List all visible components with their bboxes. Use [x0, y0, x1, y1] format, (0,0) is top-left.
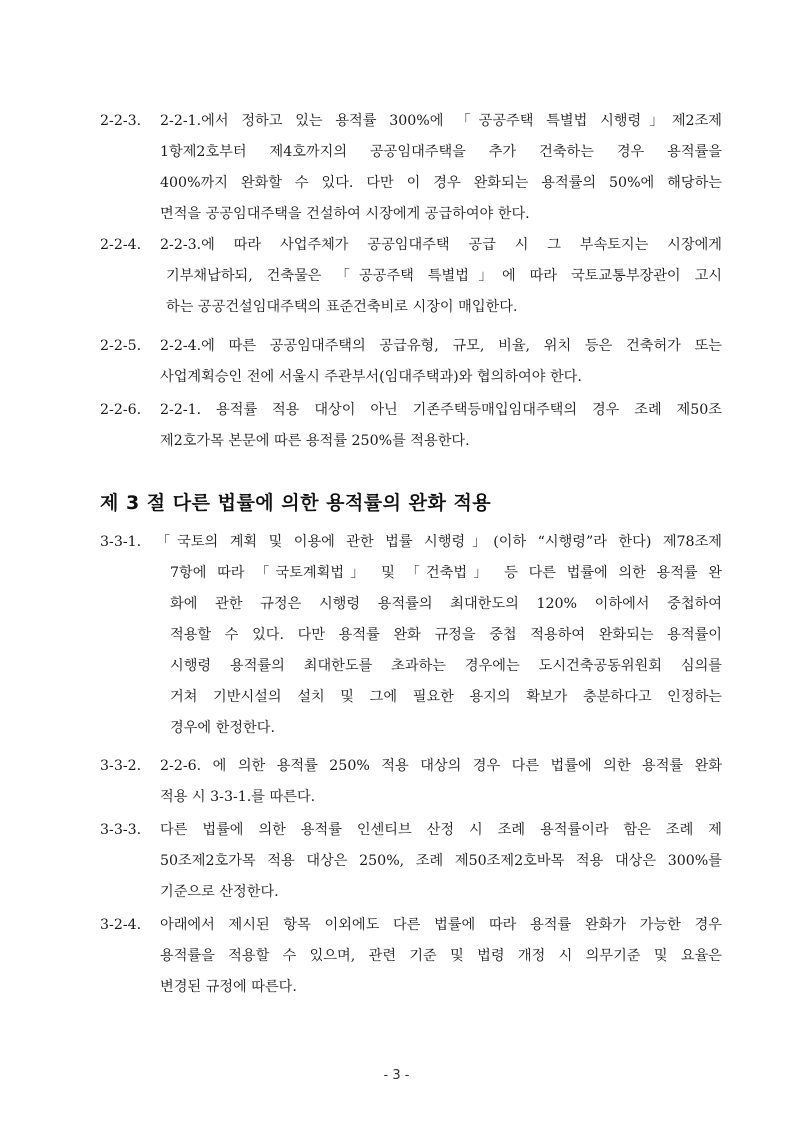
clause-number: 3-3-1.: [100, 534, 142, 550]
clause-number: 2-2-3.: [100, 113, 142, 129]
clause-line: 아래에서 제시된 항목 이외에도 다른 법률에 따라 용적률 완화가 가능한 경우: [160, 917, 722, 933]
clause-number: 3-3-3.: [100, 822, 142, 838]
clause-line: 2-2-3.에 따라 사업주체가 공공임대주택 공급 시 그 부속토지는 시장에게: [160, 237, 722, 253]
clause-number: 2-2-5.: [100, 338, 142, 354]
clause-line: 변경된 규정에 따른다.: [160, 979, 297, 995]
clause-line: 기부채납하되, 건축물은 「공공주택 특별법」에 따라 국토교통부장관이 고시: [166, 268, 722, 284]
clause-line: 1항제2호부터 제4호까지의 공공임대주택을 추가 건축하는 경우 용적률을: [160, 144, 722, 160]
clause-line: 제2호가목 본문에 따른 용적률 250%를 적용한다.: [160, 433, 470, 449]
clause-line: 면적을 공공임대주택을 건설하여 시장에게 공급하여야 한다.: [160, 206, 530, 222]
clause-line: 「국토의 계획 및 이용에 관한 법률 시행령」(이하 “시행령”라 한다) 제78조제: [156, 534, 722, 550]
clause-line: 경우에 한정한다.: [170, 720, 275, 736]
clause-line: 2-2-1. 용적률 적용 대상이 아닌 기존주택등매입임대주택의 경우 조례 제50조: [160, 402, 722, 418]
page-number: - 3 -: [383, 1068, 410, 1083]
section-heading: 제 3 절 다른 법률에 의한 용적률의 완화 적용: [100, 492, 492, 514]
clause-number: 2-2-4.: [100, 237, 142, 253]
clause-line: 화에 관한 규정은 시행령 용적률의 최대한도의 120% 이하에서 중첩하여: [170, 596, 722, 612]
clause-line: 용적률을 적용할 수 있으며, 관련 기준 및 법령 개정 시 의무기준 및 요율은: [160, 948, 722, 964]
clause-line: 2-2-4.에 따른 공공임대주택의 공급유형, 규모, 비율, 위치 등은 건축허가 또는: [160, 338, 722, 354]
clause-number: 2-2-6.: [100, 402, 142, 418]
clause-line: 사업계획승인 전에 서울시 주관부서(임대주택과)와 협의하여야 한다.: [160, 369, 582, 385]
clause-line: 기준으로 산정한다.: [160, 884, 279, 900]
clause-line: 적용할 수 있다. 다만 용적률 완화 규정을 중첩 적용하여 완화되는 용적률이: [170, 627, 722, 643]
clause-number: 3-2-4.: [100, 917, 142, 933]
clause-line: 2-2-1.에서 정하고 있는 용적률 300%에 「공공주택 특별법 시행령」제2조제: [160, 113, 722, 129]
clause-line: 50조제2호가목 적용 대상은 250%, 조례 제50조제2호바목 적용 대상은 300%를: [160, 853, 722, 869]
clause-number: 3-3-2.: [100, 758, 142, 774]
clause-line: 2-2-6. 에 의한 용적률 250% 적용 대상의 경우 다른 법률에 의한 용적률 완화: [160, 758, 722, 774]
clause-line: 시행령 용적률의 최대한도를 초과하는 경우에는 도시건축공동위원회 심의를: [170, 658, 722, 674]
clause-line: 적용 시 3-3-1.를 따른다.: [160, 789, 316, 805]
clause-line: 7항에 따라 「국토계획법」 및 「건축법」 등 다른 법률에 의한 용적률 완: [170, 565, 722, 581]
clause-line: 거쳐 기반시설의 설치 및 그에 필요한 용지의 확보가 충분하다고 인정하는: [170, 689, 722, 705]
clause-line: 400%까지 완화할 수 있다. 다만 이 경우 완화되는 용적률의 50%에 해당하는: [160, 175, 722, 191]
clause-line: 하는 공공건설임대주택의 표준건축비로 시장이 매입한다.: [166, 299, 518, 315]
clause-line: 다른 법률에 의한 용적률 인센티브 산정 시 조례 용적률이라 함은 조례 제: [160, 822, 722, 838]
